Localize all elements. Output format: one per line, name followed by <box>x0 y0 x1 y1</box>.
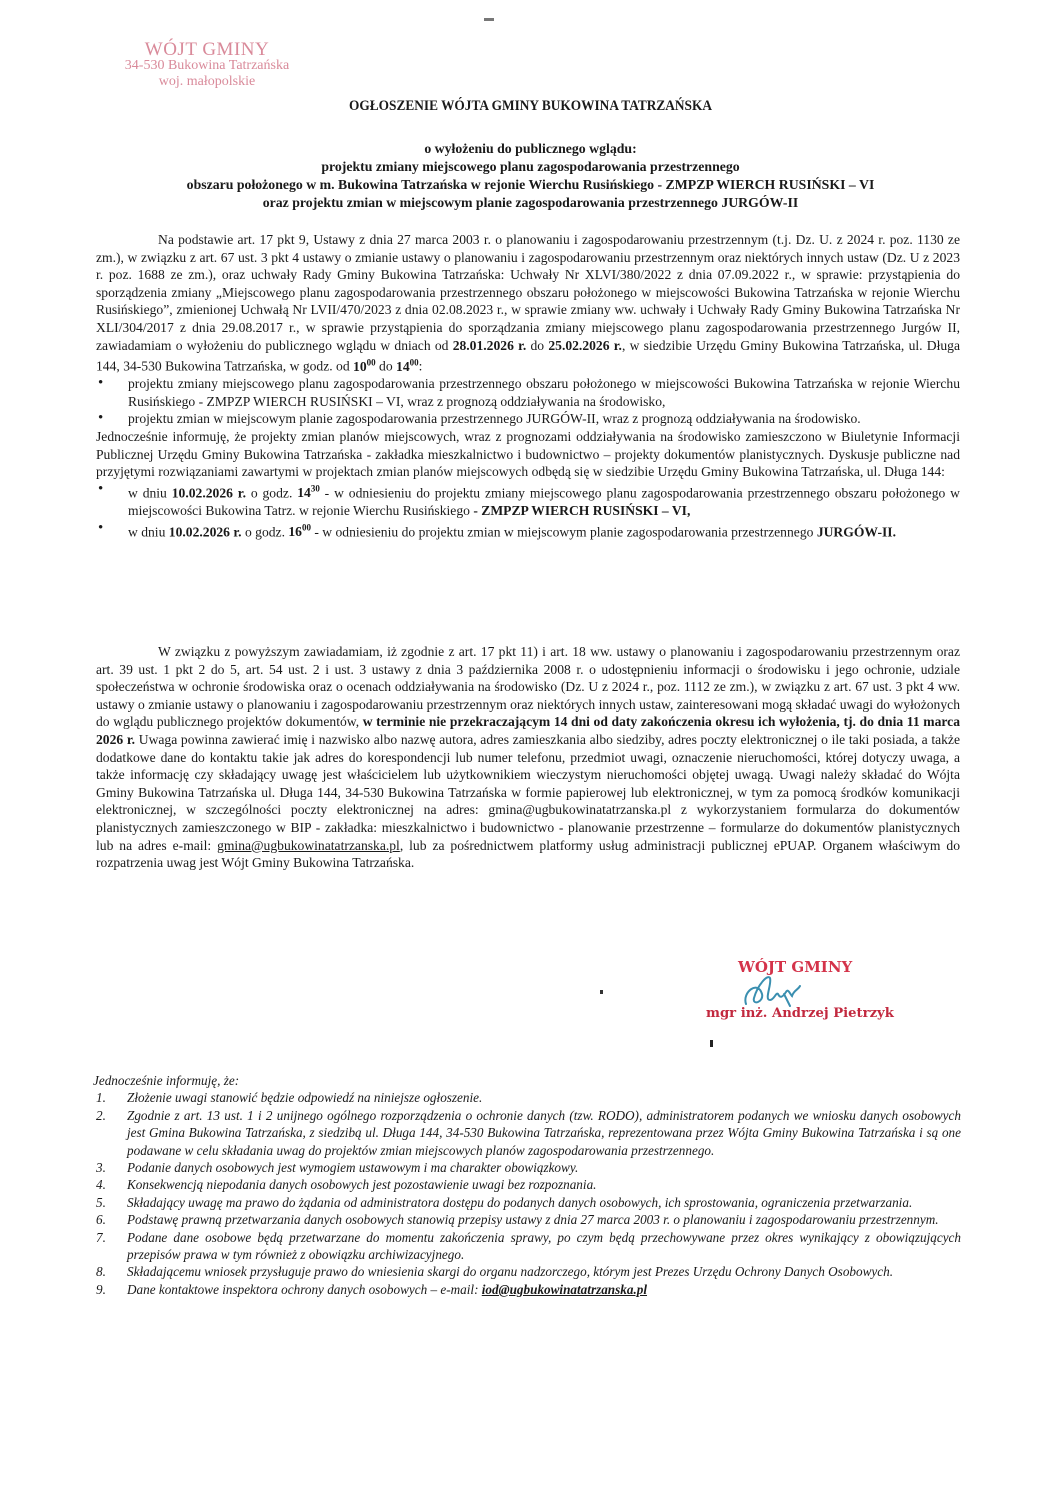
discussion-list <box>96 481 960 541</box>
scan-speck <box>484 18 494 21</box>
remarks-section <box>96 643 960 872</box>
info-item: 1. Złożenie uwagi stanowić będzie odpowiedź na niniejsze ogłoszenie. <box>96 1090 483 1106</box>
office-stamp <box>92 39 322 90</box>
info-item: 2. Zgodnie z art. 13 ust. 1 i 2 unijnego ogólnego rozporządzenia o ochronie danych (tzw. RODO), administratorem podanych we wniosku danych osobowych jest Gmina Bukowina Tatrzańska, z siedzibą ul. Długa 144, 34-530 Bukowina Tatrzańska, reprezentowana przez Wójta Gminy Bukowina Tatrzańska i są one podawane w celu składania uwag do projektów zmian miejscowych planów zagospodarowania przestrzennego. <box>96 1107 961 1158</box>
info-item: 4. Konsekwencją niepodania danych osobowych jest pozostawienie uwagi bez rozpoznania. <box>96 1177 597 1193</box>
hours-from: $10^{00}$ <box>353 357 376 374</box>
data-protection-info <box>93 1072 961 1298</box>
plan-name: - ZMPZP WIERCH RUSIŃSKI – VI, <box>473 502 691 518</box>
scan-speck <box>600 990 603 994</box>
deadline: w terminie nie przekraczającym 14 dni od daty zakończenia okresu ich wyłożenia, tj. do dnia 11 marca 2026 r. <box>96 714 960 747</box>
subtitle-line: projektu zmiany miejscowego planu zagospodarowania przestrzennego <box>321 159 740 174</box>
intro-text: , w siedzibie Urzędu Gminy Bukowina Tatrzańska, ul. Długa 144, 34-530 Bukowina Tatrzańska, w godz. od <box>96 337 960 374</box>
signature-block <box>700 958 910 1038</box>
project-item: • projektu zmiany miejscowego planu zagospodarowania przestrzennego obszaru położonego w miejscowości Bukowina Tatrzańska w rejonie Wierchu Rusińskiego - ZMPZP WIERCH RUSIŃSKI – VI, wraz z prognozą oddziaływania na środowisko, <box>96 375 960 410</box>
info-item: 9. Dane kontaktowe inspektora ochrony danych osobowych – e-mail: iod@ugbukowinatatrzanska.pl <box>96 1281 648 1297</box>
discussion-time: $16^{00}$ <box>288 522 311 540</box>
info-item: 5. Składający uwagę ma prawo do żądania od administratora dostępu do podanych danych osobowych, ich sprostowania, ograniczenia przetwarzania. <box>96 1194 913 1210</box>
discussion-item: • w dniu 10.02.2026 r. o godz. $16^{00}$ - w odniesieniu do projektu zmian w miejscowym planie zagospodarowania przestrzennego JURGÓW-II. <box>96 520 960 541</box>
stamp-line-1: WÓJT GMINY <box>144 39 270 60</box>
subtitle-line: o wyłożeniu do publicznego wglądu: <box>424 141 637 156</box>
intro-text: do <box>375 358 397 374</box>
intro-text: Na podstawie art. 17 pkt 9, Ustawy z dnia 27 marca 2003 r. o planowaniu i zagospodarowaniu przestrzennym (t.j. Dz. U. z 2024 r. poz. 1130 ze zm.), w związku z art. 67 ust. 3 pkt 4 ustawy o zmianie ustawy o planowaniu i zagospodarowaniu przestrzennym oraz niektórych innych ustaw (Dz. U z 2023 r. poz. 1688 ze zm.), oraz uchwały Rady Gminy Bukowina Tatrzańska: Uchwały Nr XLVI/380/2022 z dnia 07.09.2022 r., w sprawie: przystąpienia do sporządzenia zmiany „Miejscowego planu zagospodarowania przestrzennego obszaru położonego w miejscowości Bukowina Tatrzańska w rejonie Wierchu Rusińskiego”, zmienionej Uchwałą Nr LVII/470/2023 z dnia 02.08.2023 r., w sprawie zmiany ww. uchwały i Uchwały Rady Gminy Bukowina Tatrzańska Nr XLI/304/2017 z dnia 29.08.2017 r., w sprawie przystąpienia do sporządzania zmiany miejscowego planu zagospodarowania przestrzennego Jurgów II, zawiadamiam o wyłożeniu do publicznego wglądu w dniach od <box>96 232 960 353</box>
info-list <box>93 1089 961 1298</box>
info-item: 8. Składającemu wniosek przysługuje prawo do wniesienia skargi do organu nadzorczego, którym jest Prezes Urzędu Ochrony Danych Osobowych. <box>96 1264 893 1280</box>
intro-paragraph <box>96 231 960 375</box>
project-list <box>96 375 960 428</box>
hours-to: $14^{00}$ <box>396 357 419 374</box>
display-date-from: 28.01.2026 r. <box>452 337 527 353</box>
info-item: 3. Podanie danych osobowych jest wymogiem ustawowym i ma charakter obowiązkowy. <box>96 1160 579 1176</box>
handwritten-signature-icon <box>740 970 810 1010</box>
document-subtitle <box>100 140 961 212</box>
email-link[interactable]: gmina@ugbukowinatatrzanska.pl <box>217 837 400 853</box>
remarks-text: Uwaga powinna zawierać imię i nazwisko albo nazwę autora, adres zamieszkania albo siedziby, adres poczty elektronicznej o ile taki posiada, a także dodatkowe dane do kontaktu takie jak adres do korespondencji lub numer telefonu, przedmiot uwagi, oznaczenie nieruchomości, której dotyczy uwaga, a także informację czy składający uwagę jest właścicielem lub użytkownikiem wieczystym nieruchomości objętej uwagą. Uwagi należy składać do Wójta Gminy Bukowina Tatrzańska ul. Długa 144, 34-530 Bukowina Tatrzańska w formie papierowej lub elektronicznej, w tym za pomocą środków komunikacji elektronicznej, w szczególności poczty elektronicznej na adres: gmina@ugbukowinatatrzanska.pl z wykorzystaniem formularza do dokumentów planistycznych zamieszczonego w BIP - zakładka: mieszkalnictwo i budownictwo - planowanie przestrzenne – formularze do dokumentów planistycznych lub na adres e-mail: <box>96 731 960 853</box>
intro-text: : <box>418 358 423 374</box>
plan-name: JURGÓW-II. <box>816 524 896 540</box>
info-item: 7. Podane dane osobowe będą przetwarzane do momentu zakończenia sprawy, po czym będą przechowywane przez okres wynikający z obowiązujących przepisów prawa w tym również z obowiązku archiwizacyjnego. <box>96 1229 961 1263</box>
info-item: 6. Podstawę prawną przetwarzania danych osobowych stanowią przepisy ustawy z dnia 27 marca 2003 r. o planowaniu i zagospodarowaniu przestrzennym. <box>96 1212 939 1228</box>
discussion-date: 10.02.2026 r. <box>171 485 246 501</box>
announcement-body <box>96 231 960 541</box>
iod-email-link[interactable]: iod@ugbukowinatatrzanska.pl <box>481 1281 648 1297</box>
intro-text: do <box>526 337 549 353</box>
stamp-line-3: woj. małopolskie <box>158 74 256 89</box>
subtitle-line: oraz projektu zmian w miejscowym planie zagospodarowania przestrzennego JURGÓW-II <box>262 195 799 210</box>
remarks-text: W związku z powyższym zawiadamiam, iż zgodnie z art. 17 pkt 11) i art. 18 ww. ustawy o planowaniu i zagospodarowaniu przestrzennym oraz art. 39 ust. 1 pkt 2 do 5, art. 54 ust. 2 i ust. 3 ustawy z dnia 3 października 2008 r. o udostępnieniu informacji o środowisku i jego ochronie, udziale społeczeństwa w ochronie środowiska oraz o ocenach oddziaływania na środowisko (Dz. U z 2024 r., poz. 1112 ze zm.), w związku z art. 67 ust. 3 pkt 4 ww. ustawy o zmianie ustawy o planowaniu i zagospodarowaniu przestrzennym oraz niektórych innych ustaw, zainteresowani mogą składać uwagi do wyłożonych do wglądu publicznego projektów dokumentów, <box>96 644 960 730</box>
signatory-name: mgr inż. Andrzej Pietrzyk <box>706 1006 894 1021</box>
info-lead: Jednocześnie informuję, że: <box>93 1073 240 1088</box>
discussion-time: $14^{30}$ <box>297 483 320 501</box>
discussion-date: 10.02.2026 r. <box>168 524 242 540</box>
subtitle-line: obszaru położonego w m. Bukowina Tatrzańska w rejonie Wierchu Rusińskiego - ZMPZP WIERCH RUSIŃSKI – VI <box>186 177 875 192</box>
stamp-line-2: 34-530 Bukowina Tatrzańska <box>124 58 290 73</box>
project-item: • projektu zmian w miejscowym planie zagospodarowania przestrzennego JURGÓW-II, wraz z prognozą oddziaływania na środowisko. <box>96 410 960 428</box>
document-title: OGŁOSZENIE WÓJTA GMINY BUKOWINA TATRZAŃSKA <box>349 98 712 114</box>
remarks-paragraph <box>96 643 960 872</box>
scan-speck <box>710 1040 713 1047</box>
remarks-text: , lub za pośrednictwem platformy usług administracji publicznej ePUAP. Organem właściwym do rozpatrzenia uwag jest Wójt Gminy Bukowina Tatrzańska. <box>96 837 960 871</box>
signature-title: WÓJT GMINY <box>738 958 853 976</box>
bip-paragraph: Jednocześnie informuję, że projekty zmian planów miejscowych, wraz z prognozami oddziaływania na środowisko zamieszczono w Biuletynie Informacji Publicznej Urzędu Gminy Bukowina Tatrzańska - zakładka mieszkalnictwo i budownictwo – projekty dokumentów planistycznych. Dyskusje publiczne nad przyjętymi rozwiązaniami zawartymi w projektach zmian planów miejscowych odbędą się w siedzibie Urzędu Gminy Bukowina Tatrzańska, ul. Długa 144: <box>96 429 960 480</box>
discussion-item: • w dniu 10.02.2026 r. o godz. $14^{30}$ - w odniesieniu do projektu zmiany miejscowego planu zagospodarowania przestrzennego obszaru położonego w miejscowości Bukowina Tatrz. w rejonie Wierchu Rusińskiego - ZMPZP WIERCH RUSIŃSKI – VI, <box>96 481 960 520</box>
display-date-to: 25.02.2026 r. <box>548 337 622 353</box>
